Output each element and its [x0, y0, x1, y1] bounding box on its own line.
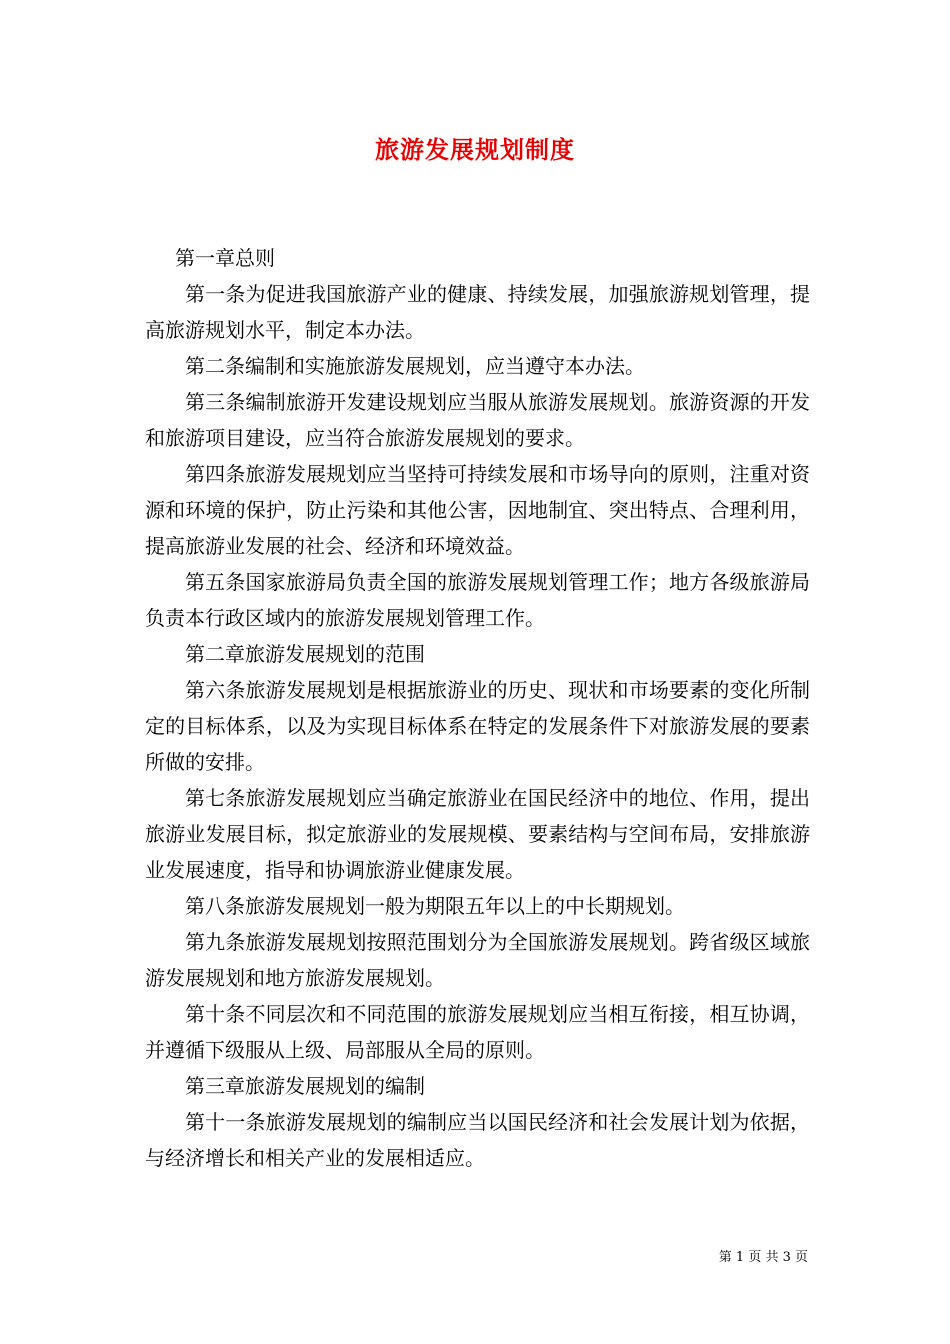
- paragraph-article-1: 第一条为促进我国旅游产业的健康、持续发展，加强旅游规划管理，提高旅游规划水平，制定本办法。: [145, 282, 810, 342]
- page-footer: 第 1 页 共 3 页: [718, 1250, 808, 1265]
- paragraph-article-7: 第七条旅游发展规划应当确定旅游业在国民经济中的地位、作用，提出旅游业发展目标，拟定旅游业的发展规模、要素结构与空间布局，安排旅游业发展速度，指导和协调旅游业健康发展。: [145, 786, 810, 882]
- paragraph-article-8: 第八条旅游发展规划一般为期限五年以上的中长期规划。: [185, 894, 685, 918]
- paragraph-article-3: 第三条编制旅游开发建设规划应当服从旅游发展规划。旅游资源的开发和旅游项目建设，应当符合旅游发展规划的要求。: [145, 390, 810, 450]
- paragraph-chapter-3: 第三章旅游发展规划的编制: [185, 1074, 425, 1098]
- paragraph-chapter-1: 第一章总则: [175, 246, 275, 270]
- paragraph-article-5: 第五条国家旅游局负责全国的旅游发展规划管理工作；地方各级旅游局负责本行政区域内的旅游发展规划管理工作。: [145, 570, 810, 630]
- paragraph-article-11: 第十一条旅游发展规划的编制应当以国民经济和社会发展计划为依据，与经济增长和相关产业的发展相适应。: [145, 1110, 810, 1170]
- paragraph-article-4: 第四条旅游发展规划应当坚持可持续发展和市场导向的原则，注重对资源和环境的保护，防止污染和其他公害，因地制宜、突出特点、合理利用，提高旅游业发展的社会、经济和环境效益。: [145, 462, 810, 558]
- paragraph-article-9: 第九条旅游发展规划按照范围划分为全国旅游发展规划。跨省级区域旅游发展规划和地方旅游发展规划。: [145, 930, 810, 990]
- document-body: [145, 240, 810, 1176]
- paragraph-article-10: 第十条不同层次和不同范围的旅游发展规划应当相互衔接，相互协调，并遵循下级服从上级、局部服从全局的原则。: [145, 1002, 810, 1062]
- paragraph-article-2: 第二条编制和实施旅游发展规划，应当遵守本办法。: [185, 354, 645, 378]
- paragraph-article-6: 第六条旅游发展规划是根据旅游业的历史、现状和市场要素的变化所制定的目标体系，以及为实现目标体系在特定的发展条件下对旅游发展的要素所做的安排。: [145, 678, 810, 774]
- document-title: 旅游发展规划制度: [375, 135, 575, 164]
- paragraph-chapter-2: 第二章旅游发展规划的范围: [185, 642, 425, 666]
